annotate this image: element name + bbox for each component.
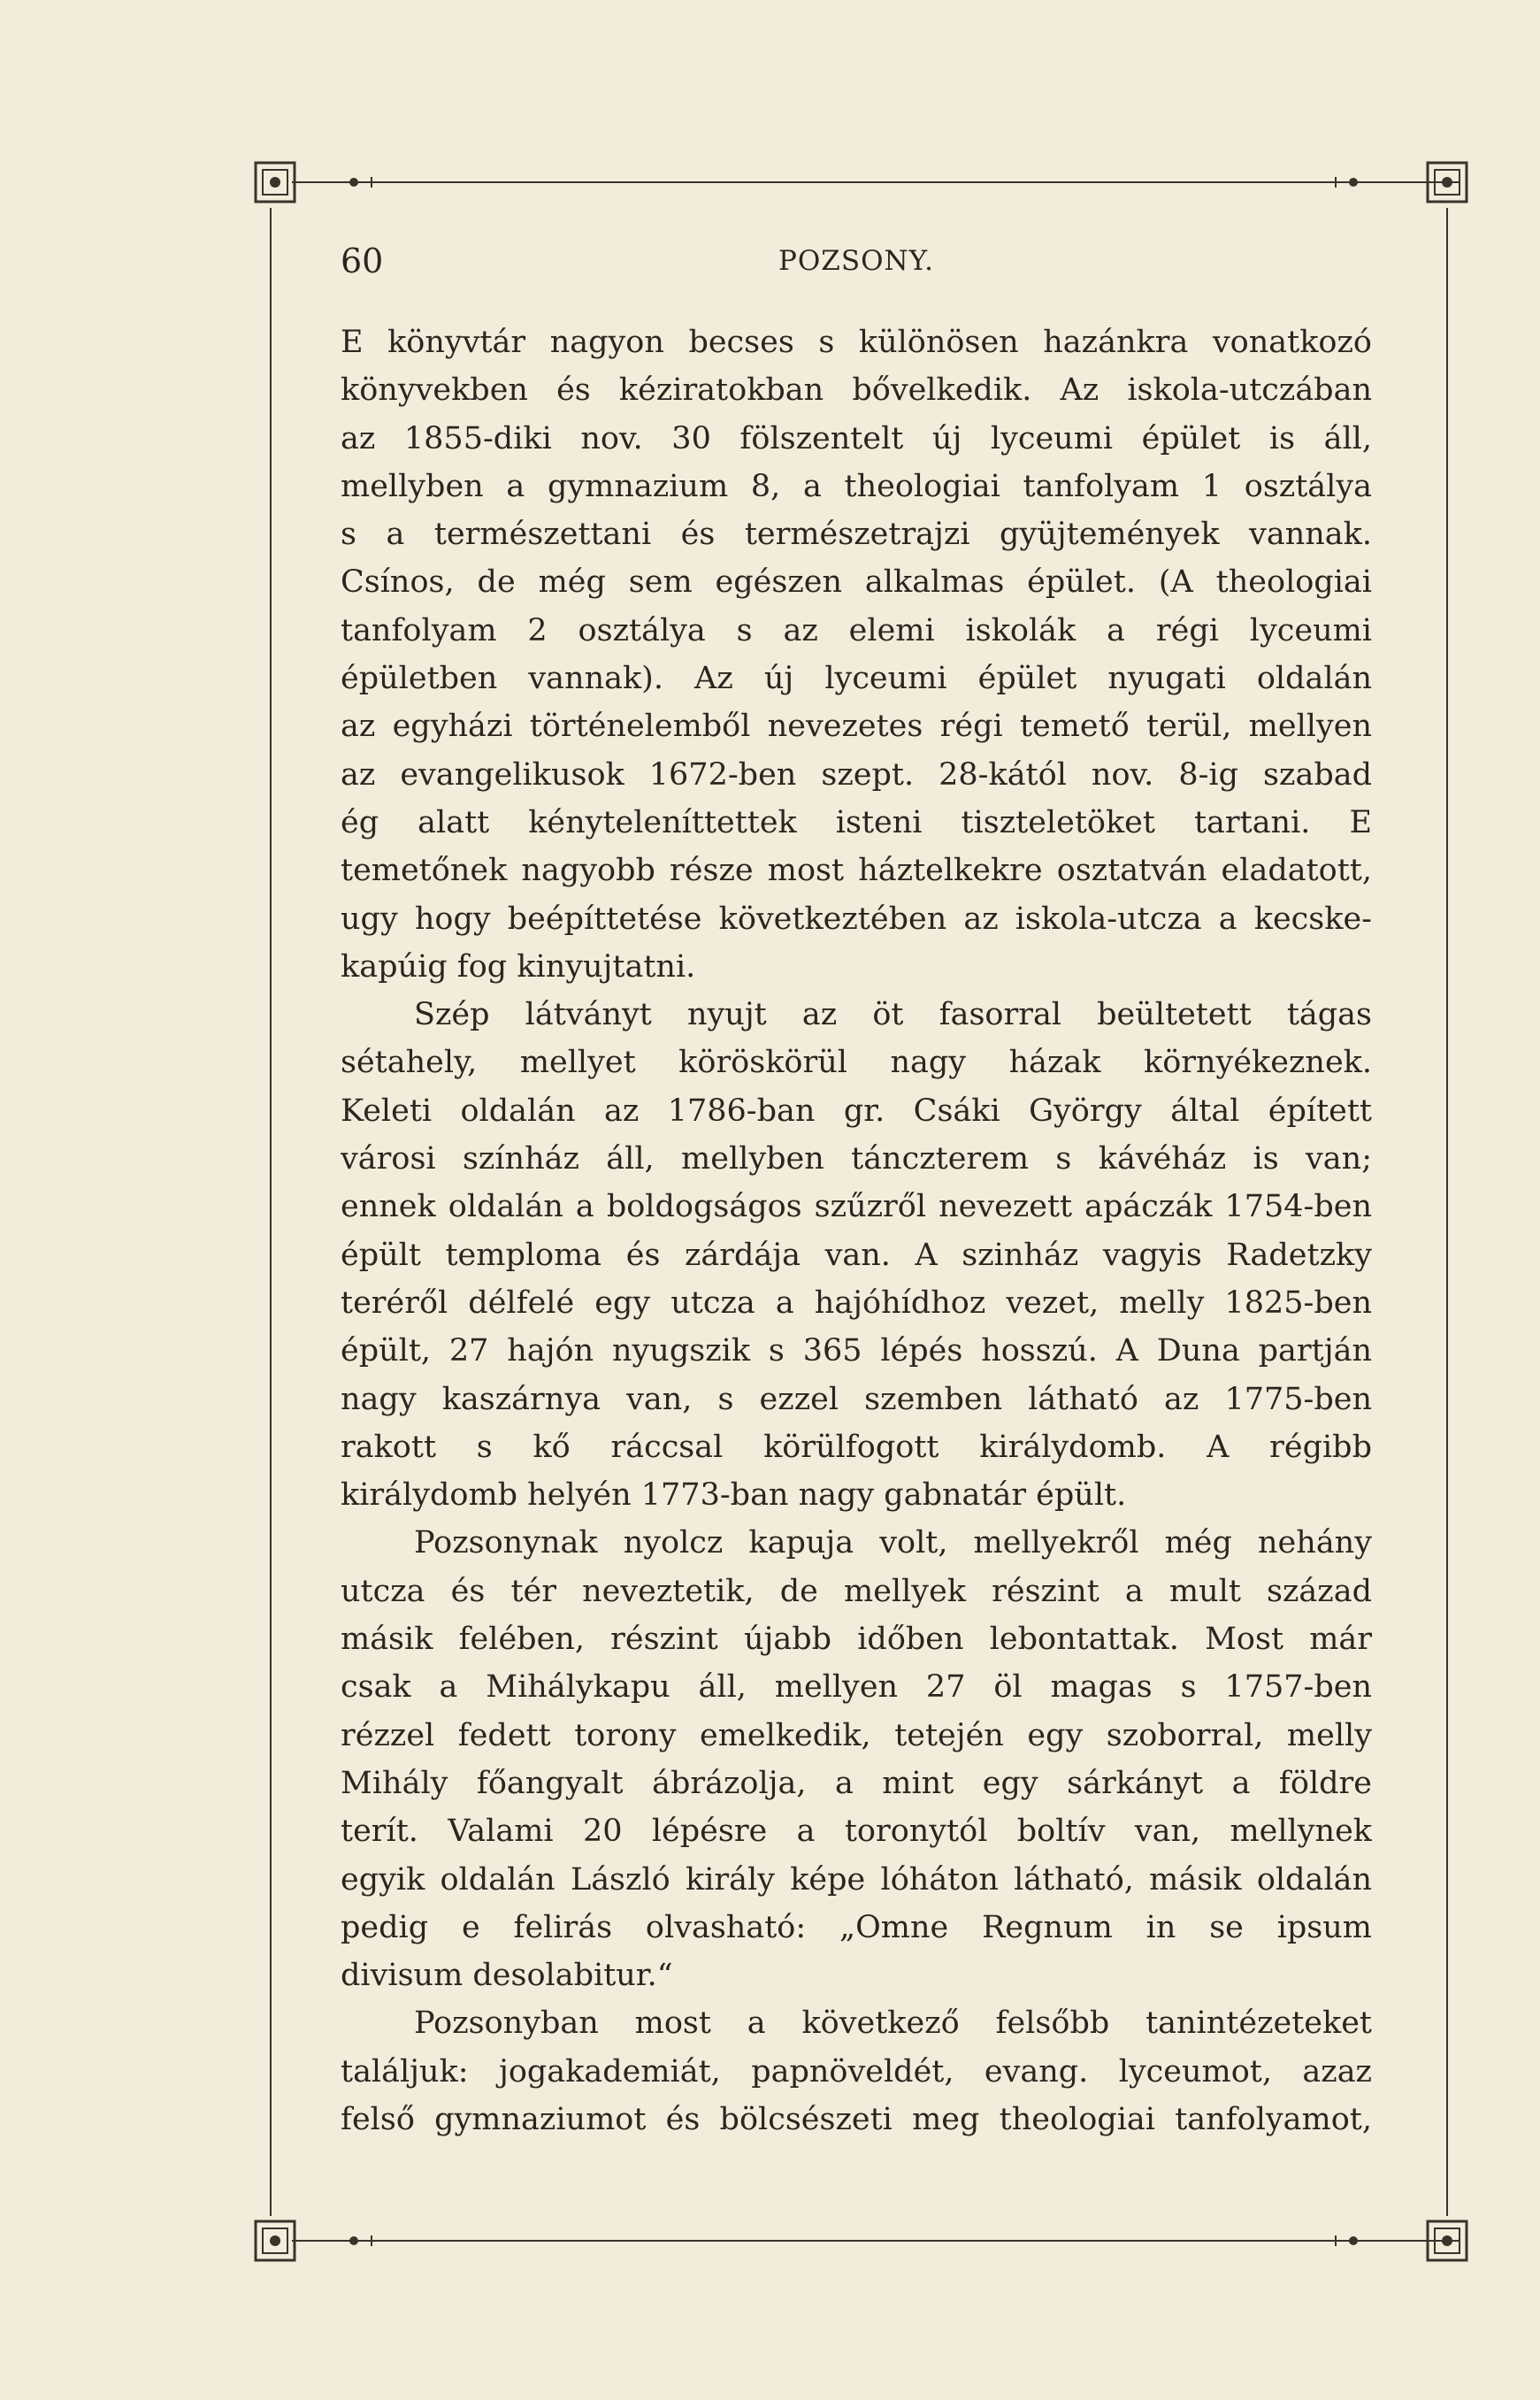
text-line: temetőnek nagyobb része most háztelkekre osztatván eladatott, <box>341 853 1372 889</box>
right-border-rule <box>1446 208 1448 2216</box>
text-line: s a természettani és természetrajzi gyüjtemények vannak. <box>341 517 1372 553</box>
text-line: királydomb helyén 1773-ban nagy gabnatár épült. <box>341 1477 1127 1514</box>
text-line: másik felében, részint újabb időben lebontattak. Most már <box>341 1622 1372 1658</box>
text-line: ég alatt kényteleníttettek isteni tiszteletöket tartani. E <box>341 804 1372 840</box>
text-line: rézzel fedett torony emelkedik, tetején egy szoborral, melly <box>341 1717 1372 1753</box>
text-line: teréről délfelé egy utcza a hajóhídhoz vezet, melly 1825-ben <box>341 1284 1372 1321</box>
page-header <box>341 239 1372 283</box>
text-line: rakott s kő ráccsal körülfogott királydomb. A régibb <box>341 1429 1372 1465</box>
text-line: terít. Valami 20 lépésre a toronytól boltív van, mellynek <box>341 1813 1372 1850</box>
text-line: az 1855-diki nov. 30 fölszentelt új lyceumi épület is áll, <box>341 420 1372 456</box>
text-line: kapúig fog kinyujtatni. <box>341 948 696 985</box>
text-line: ugy hogy beépíttetése következtében az iskola-utcza a kecske- <box>341 901 1372 937</box>
running-title: POZSONY. <box>778 245 934 277</box>
corner-ornament-icon <box>1422 2216 1472 2266</box>
corner-ornament-icon <box>250 157 300 207</box>
left-border-rule <box>270 208 272 2216</box>
text-line: felső gymnaziumot és bölcsészeti meg theologiai tanfolyamot, <box>341 2101 1372 2137</box>
top-border-rule <box>292 181 1460 183</box>
text-line: az egyházi történelemből nevezetes régi temető terül, mellyen <box>341 709 1372 745</box>
corner-ornament-icon <box>1422 157 1472 207</box>
flourish-icon <box>1309 2232 1362 2250</box>
text-line: pedig e felirás olvasható: „Omne Regnum in se ipsum <box>341 1909 1372 1945</box>
text-line: sétahely, mellyet köröskörül nagy házak környékeznek. <box>341 1045 1372 1081</box>
text-line: Keleti oldalán az 1786-ban gr. Csáki György által épített <box>341 1093 1372 1129</box>
text-line: mellyben a gymnazium 8, a theologiai tanfolyam 1 osztálya <box>341 468 1372 504</box>
text-line: épült, 27 hajón nyugszik s 365 lépés hosszú. A Duna partján <box>341 1333 1372 1369</box>
flourish-icon <box>1309 173 1362 191</box>
text-line: Csínos, de még sem egészen alkalmas épület. (A theologiai <box>341 564 1372 601</box>
text-line: csak a Mihálykapu áll, mellyen 27 öl magas s 1757-ben <box>341 1669 1372 1706</box>
text-line: tanfolyam 2 osztálya s az elemi iskolák a régi lyceumi <box>341 612 1372 648</box>
text-line: városi színház áll, mellyben tánczterem s kávéház is van; <box>341 1141 1372 1177</box>
flourish-icon <box>345 2232 398 2250</box>
text-line: Szép látványt nyujt az öt fasorral beültetett tágas <box>414 997 1372 1033</box>
text-line: épületben vannak). Az új lyceumi épület nyugati oldalán <box>341 661 1372 697</box>
text-line: könyvekben és kéziratokban bővelkedik. Az iskola-utczában <box>341 372 1372 409</box>
bottom-border-rule <box>292 2240 1460 2242</box>
text-line: egyik oldalán László király képe lóháton látható, másik oldalán <box>341 1861 1372 1898</box>
text-line: Pozsonyban most a következő felsőbb tanintézeteket <box>414 2005 1372 2042</box>
text-line: E könyvtár nagyon becses s különösen hazánkra vonatkozó <box>341 325 1372 360</box>
text-line: Pozsonynak nyolcz kapuja volt, mellyekről még nehány <box>414 1525 1372 1561</box>
page-number: 60 <box>341 242 384 280</box>
text-line: épült temploma és zárdája van. A szinház vagyis Radetzky <box>341 1237 1372 1273</box>
flourish-icon <box>345 173 398 191</box>
text-line: utcza és tér neveztetik, de mellyek részint a mult század <box>341 1573 1372 1609</box>
text-line: találjuk: jogakademiát, papnöveldét, evang. lyceumot, azaz <box>341 2053 1372 2089</box>
body-text <box>341 318 1372 2143</box>
text-line: Mihály főangyalt ábrázolja, a mint egy sárkányt a földre <box>341 1765 1372 1801</box>
text-line: ennek oldalán a boldogságos szűzről nevezett apáczák 1754-ben <box>341 1189 1372 1225</box>
text-line: divisum desolabitur.“ <box>341 1958 673 1994</box>
text-line: nagy kaszárnya van, s ezzel szemben látható az 1775-ben <box>341 1381 1372 1417</box>
corner-ornament-icon <box>250 2216 300 2266</box>
text-line: az evangelikusok 1672-ben szept. 28-kától nov. 8-ig szabad <box>341 756 1372 793</box>
